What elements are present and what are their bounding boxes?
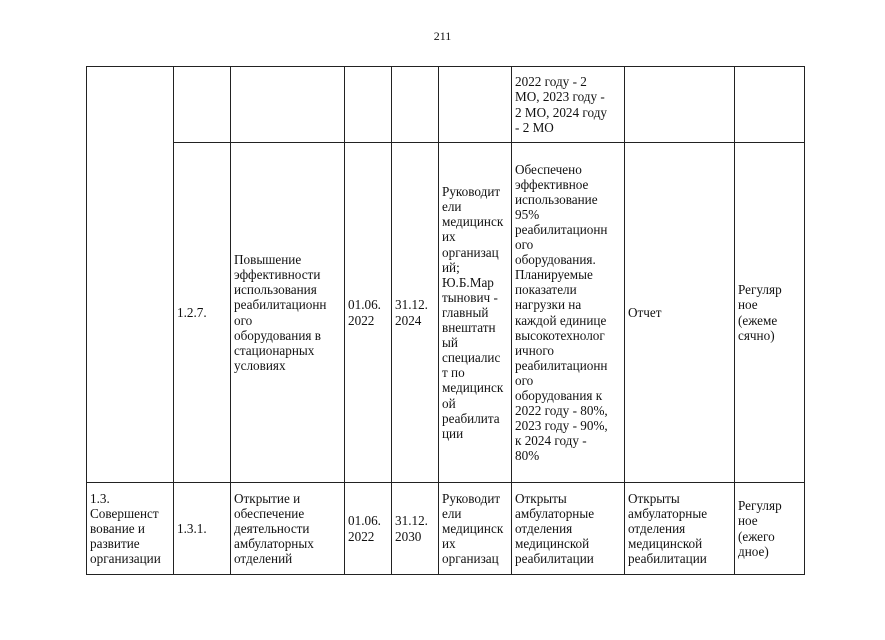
table-cell-report: Открыты амбулаторные отделения медицинской реабилитации xyxy=(625,483,735,575)
table-cell-number: 1.2.7. xyxy=(174,143,231,483)
table-cell-frequency: Регуляр ное (ежего дное) xyxy=(735,483,805,575)
page-number: 211 xyxy=(433,29,452,43)
table-cell-end-date: 31.12. 2024 xyxy=(392,143,439,483)
table-cell-frequency xyxy=(735,67,805,143)
table-cell-result: Открыты амбулаторные отделения медицинской реабилитации xyxy=(512,483,625,575)
table-cell-report: Отчет xyxy=(625,143,735,483)
table-cell-number: 1.3.1. xyxy=(174,483,231,575)
table-cell-activity: Повышение эффективности использования реабилитационн ого оборудования в стационарных условиях xyxy=(231,143,345,483)
table-row xyxy=(87,483,805,575)
table-cell-frequency: Регуляр ное (ежеме сячно) xyxy=(735,143,805,483)
table-cell-section xyxy=(87,67,174,483)
table-cell-start-date: 01.06. 2022 xyxy=(345,143,392,483)
table-cell-report xyxy=(625,67,735,143)
table-cell-start-date: 01.06. 2022 xyxy=(345,483,392,575)
table-row xyxy=(87,67,805,143)
table-cell-end-date: 31.12. 2030 xyxy=(392,483,439,575)
table-cell-responsible xyxy=(439,67,512,143)
table-cell-result: Обеспечено эффективное использование 95% реабилитационн ого оборудования. Планируемые показатели нагрузки на каждой единице высокотехнолог ичного реабилитационн ого оборудования к 2022 году - 80%, 2023 году - 90%, к 2024 году - 80% xyxy=(512,143,625,483)
table-cell-responsible: Руководит ели медицинск их организац ий; Ю.Б.Мар тынович - главный внештатн ый специалис т по медицинск ой реабилита ции xyxy=(439,143,512,483)
table-cell-activity xyxy=(231,67,345,143)
table-cell-activity: Открытие и обеспечение деятельности амбулаторных отделений xyxy=(231,483,345,575)
table-row xyxy=(87,143,805,483)
table-cell-result: 2022 году - 2 МО, 2023 году - 2 МО, 2024 году - 2 МО xyxy=(512,67,625,143)
table-cell-section: 1.3. Совершенст вование и развитие организации xyxy=(87,483,174,575)
table-cell-number xyxy=(174,67,231,143)
table-cell-start-date xyxy=(345,67,392,143)
plan-table xyxy=(86,66,805,575)
table-cell-end-date xyxy=(392,67,439,143)
table-cell-responsible: Руководит ели медицинск их организац xyxy=(439,483,512,575)
